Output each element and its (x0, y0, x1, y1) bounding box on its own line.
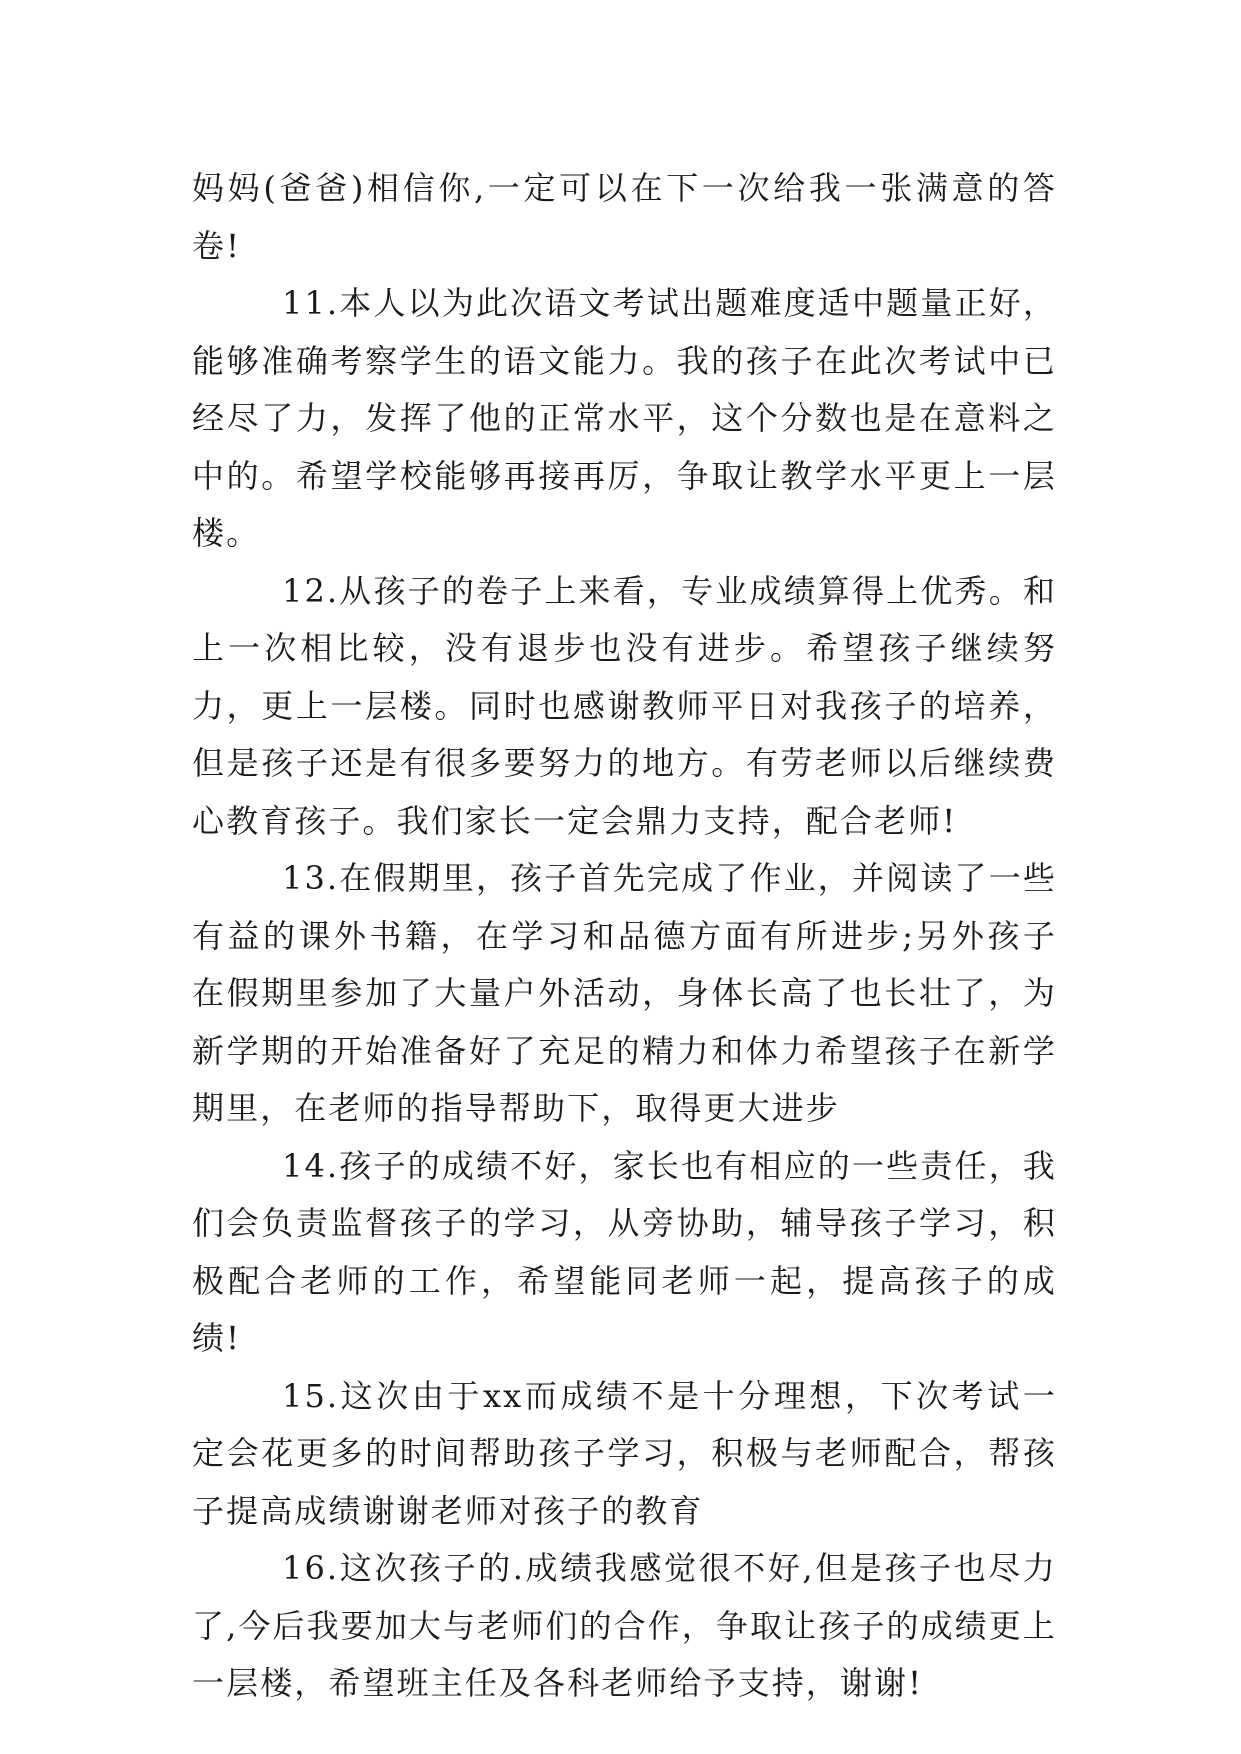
paragraph-continuation: 妈妈(爸爸)相信你,一定可以在下一次给我一张满意的答卷! (192, 169, 1057, 265)
paragraph-16: 16.这次孩子的.成绩我感觉很不好,但是孩子也尽力了,今后我要加大与老师们的合作，争取让孩子的成绩更上一层楼，希望班主任及各科老师给予支持，谢谢! (192, 1549, 1057, 1702)
paragraph-14: 14.孩子的成绩不好，家长也有相应的一些责任，我们会负责监督孩子的学习，从旁协助，辅导孩子学习，积极配合老师的工作，希望能同老师一起，提高孩子的成绩! (192, 1146, 1057, 1357)
paragraph-13: 13.在假期里，孩子首先完成了作业，并阅读了一些有益的课外书籍，在学习和品德方面有所进步;另外孩子在假期里参加了大量户外活动，身体长高了也长壮了，为新学期的开始准备好了充足的精力和体力希望孩子在新学期里，在老师的指导帮助下，取得更大进步 (192, 859, 1057, 1127)
paragraph-11: 11.本人以为此次语文考试出题难度适中题量正好，能够准确考察学生的语文能力。我的孩子在此次考试中已经尽了力，发挥了他的正常水平，这个分数也是在意料之中的。希望学校能够再接再厉，争取让教学水平更上一层楼。 (192, 284, 1057, 552)
document-body (192, 160, 1057, 1713)
paragraph-12: 12.从孩子的卷子上来看，专业成绩算得上优秀。和上一次相比较，没有退步也没有进步。希望孩子继续努力，更上一层楼。同时也感谢教师平日对我孩子的培养，但是孩子还是有很多要努力的地方。有劳老师以后继续费心教育孩子。我们家长一定会鼎力支持，配合老师! (192, 571, 1057, 840)
paragraph-15: 15.这次由于xx而成绩不是十分理想，下次考试一定会花更多的时间帮助孩子学习，积极与老师配合，帮孩子提高成绩谢谢老师对孩子的教育 (192, 1376, 1057, 1530)
